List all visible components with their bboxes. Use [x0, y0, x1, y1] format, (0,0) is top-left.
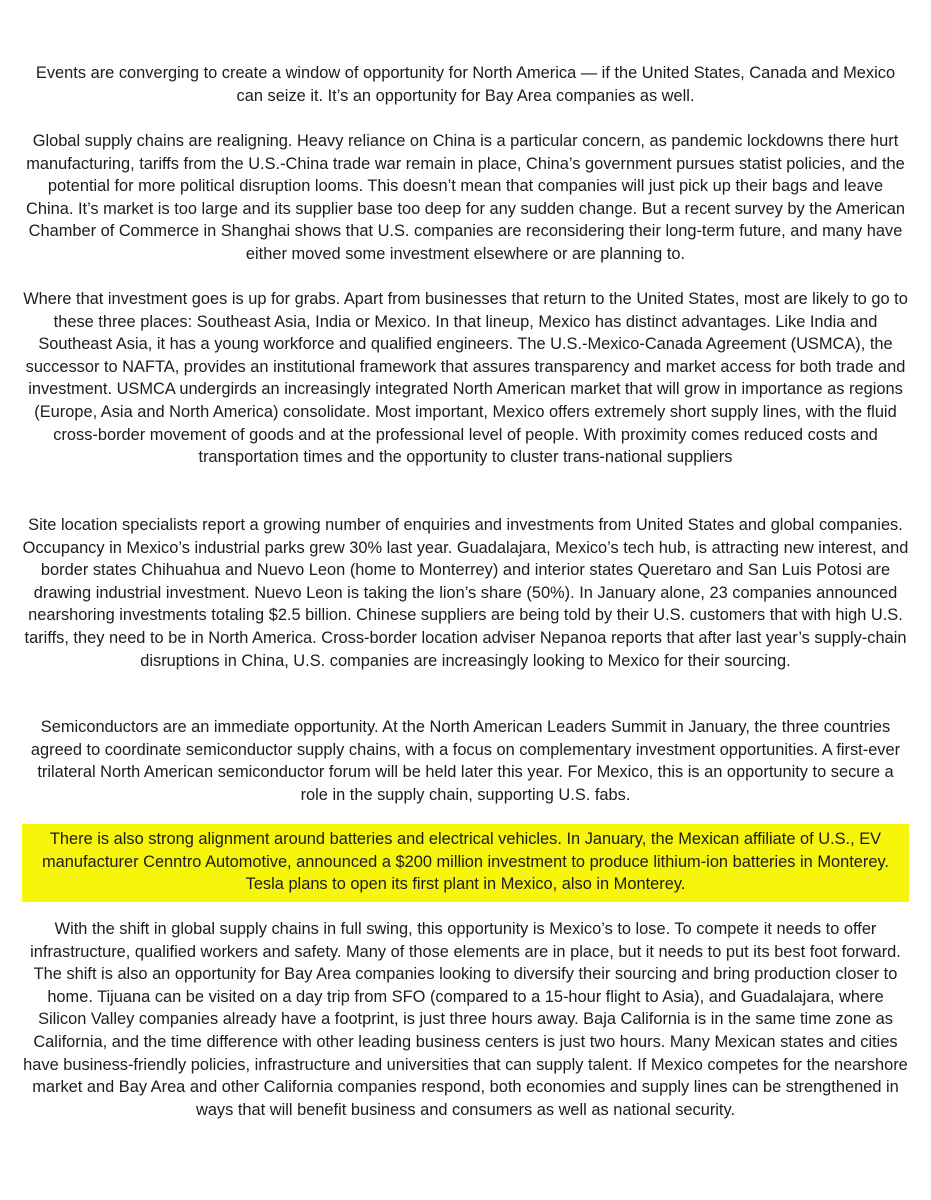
paragraph-semiconductors: Semiconductors are an immediate opportunity. At the North American Leaders Summit in January, the three countries agreed to coordinate semiconductor supply chains, with a focus on complementary investment opportunities. A first-ever trilateral North American semiconductor forum will be held later this year. For Mexico, this is an opportunity to secure a role in the supply chain, supporting U.S. fabs. — [30, 718, 901, 804]
paragraph-supply-chains: Global supply chains are realigning. Heavy reliance on China is a particular concern, as pandemic lockdowns there hurt manufacturing, tariffs from the U.S.-China trade war remain in place, China’s government pursues statist policies, and the potential for more political disruption looms. This doesn’t mean that companies will just pick up their bags and leave China. It’s market is too large and its supplier base too deep for any sudden change. But a recent survey by the American Chamber of Commerce in Shanghai shows that U.S. companies are reconsidering their long-term future, and many have either moved some investment elsewhere or are planning to. — [26, 132, 905, 263]
paragraph-intro: Events are converging to create a window of opportunity for North America — if the United States, Canada and Mexico can seize it. It’s an opportunity for Bay Area companies as well. — [35, 64, 896, 105]
paragraph-batteries-highlighted: There is also strong alignment around batteries and electrical vehicles. In January, the Mexican affiliate of U.S., EV manufacturer Cenntro Automotive, announced a $200 million investment to produce lithium-ion batteries in Monterey. Tesla plans to open its first plant in Mexico, also in Monterey. — [22, 824, 909, 902]
paragraph-site-location: Site location specialists report a growing number of enquiries and investments from United States and global companies. Occupancy in Mexico’s industrial parks grew 30% last year. Guadalajara, Mexico’s tech hub, is attracting new interest, and border states Chihuahua and Nuevo Leon (home to Monterrey) and interior states Queretaro and San Luis Potosi are drawing industrial investment. Nuevo Leon is taking the lion’s share (50%). In January alone, 23 companies announced nearshoring investments totaling $2.5 billion. Chinese suppliers are being told by their U.S. customers that with high U.S. tariffs, they need to be in North America. Cross-border location adviser Nepanoa reports that after last year’s supply-chain disruptions in China, U.S. companies are increasingly looking to Mexico for their sourcing. — [22, 516, 909, 670]
paragraph-investment: Where that investment goes is up for grabs. Apart from businesses that return to the United States, most are likely to go to these three places: Southeast Asia, India or Mexico. In that lineup, Mexico has distinct advantages. Like India and Southeast Asia, it has a young workforce and qualified engineers. The U.S.-Mexico-Canada Agreement (USMCA), the successor to NAFTA, provides an institutional framework that assures transparency and market access for both trade and investment. USMCA undergirds an increasingly integrated North American market that will grow in importance as regions (Europe, Asia and North America) consolidate. Most important, Mexico offers extremely short supply lines, with the fluid cross-border movement of goods and at the professional level of people. With proximity comes reduced costs and transportation times and the opportunity to cluster trans-national suppliers — [23, 290, 908, 467]
paragraph-conclusion: With the shift in global supply chains in full swing, this opportunity is Mexico’s to lose. To compete it needs to offer infrastructure, qualified workers and safety. Many of those elements are in place, but it needs to put its best foot forward. The shift is also an opportunity for Bay Area companies looking to diversify their sourcing and bring production closer to home. Tijuana can be visited on a day trip from SFO (compared to a 15-hour flight to Asia), and Guadalajara, where Silicon Valley companies already have a footprint, is just three hours away. Baja California is in the same time zone as California, and the time difference with other leading business centers is just two hours. Many Mexican states and cities have business-friendly policies, infrastructure and universities that can supply talent. If Mexico competes for the nearshore market and Bay Area and other California companies respond, both economies and supply lines can be strengthened in ways that will benefit business and consumers as well as national security. — [23, 920, 908, 1119]
